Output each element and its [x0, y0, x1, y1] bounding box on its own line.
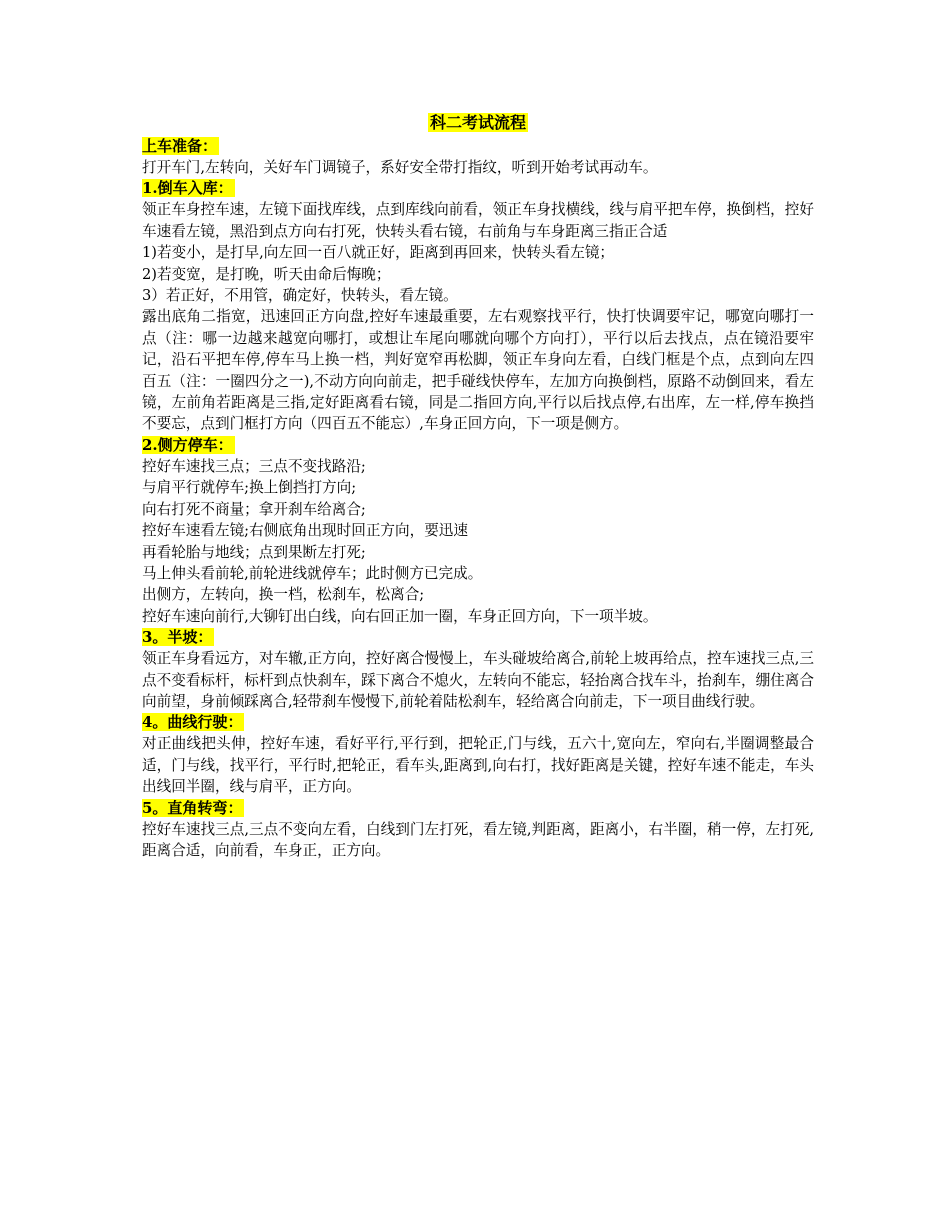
- section-paragraph: 1)若变小，是打早,向左回一百八就正好，距离到再回来，快转头看左镜；: [142, 244, 615, 262]
- section-paragraph: 控好车速向前行,大铆钉出白线，向右回正加一圈，车身正回方向，下一项半坡。: [142, 607, 658, 625]
- section-paragraph: 对正曲线把头伸，控好车速，看好平行,平行到，把轮正,门与线，五六十,宽向左，窄向右,半圈调整最合适，门与线，找平行，平行时,把轮正，看车头,距离到,向右打，找好距离是关键，控好车速不能走，车头出线回半圈，线与肩平，正方向。: [142, 735, 814, 796]
- section-heading: [142, 712, 814, 733]
- section-paragraph: 出侧方，左转向，换一档，松刹车，松离合;: [142, 586, 425, 604]
- section-paragraph: 马上伸头看前轮,前轮进线就停车；此时侧方已完成。: [142, 564, 483, 582]
- document-title-text: 科二考试流程: [429, 113, 526, 132]
- section: [142, 136, 814, 178]
- section-heading-text: 4。曲线行驶：: [142, 713, 243, 732]
- section: [142, 712, 814, 797]
- section-heading-text: 2.侧方停车：: [142, 435, 233, 454]
- section-paragraph: 领正车身看远方，对车辙,正方向，控好离合慢慢上，车头碰坡给离合,前轮上坡再给点，控车速找三点,三点不变看标杆，标杆到点快刹车，踩下离合不熄火，左转向不能忘，轻抬离合找车斗，抬刹车，绷住离合向前望，身前倾踩离合,轻带刹车慢慢下,前轮着陆松刹车，轻给离合向前走，下一项目曲线行驶。: [142, 650, 814, 710]
- section-paragraph: 控好车速找三点,三点不变向左看，白线到门左打死，看左镜,判距离，距离小，右半圈，稍一停，左打死,距离合适，向前看，车身正，正方向。: [142, 820, 814, 859]
- section-heading: [142, 627, 814, 648]
- section: [142, 435, 814, 627]
- document-title: [142, 112, 814, 134]
- section: [142, 798, 814, 862]
- section-heading: [142, 798, 814, 819]
- section-paragraph: 与肩平行就停车;换上倒挡打方向;: [142, 479, 357, 497]
- section: [142, 627, 814, 712]
- document-page: [142, 112, 814, 861]
- section-heading-text: 3。半坡：: [142, 628, 213, 647]
- section: [142, 178, 814, 434]
- section-paragraph: 向右打死不商量；拿开刹车给离合;: [142, 500, 366, 518]
- section-paragraph: 打开车门,左转向，关好车门调镜子，系好安全带打指纹，听到开始考试再动车。: [142, 159, 658, 176]
- section-heading: [142, 435, 814, 456]
- section-paragraph: 再看轮胎与地线；点到果断左打死;: [142, 543, 366, 561]
- section-heading-text: 上车准备：: [142, 137, 218, 155]
- sections-container: [142, 136, 814, 861]
- section-paragraph: 领正车身控车速，左镜下面找库线，点到库线向前看，领正车身找横线，线与肩平把车停，换倒档，控好车速看左镜，黑沿到点方向右打死，快转头看右镜，右前角与车身距离三指正合适: [142, 201, 814, 240]
- section-paragraph: 3）若正好，不用管，确定好，快转头，看左镜。: [142, 287, 458, 305]
- section-heading: [142, 136, 814, 157]
- section-paragraph: 2)若变宽，是打晚，听天由命后悔晚；: [142, 265, 391, 283]
- section-heading-text: 1.倒车入库：: [142, 179, 233, 198]
- section-paragraph: 露出底角二指宽，迅速回正方向盘,控好车速最重要，左右观察找平行，快打快调要牢记，哪宽向哪打一点（注：哪一边越来越宽向哪打，或想让车尾向哪就向哪个方向打），平行以后去找点，点在镜沿要牢记，沿石平把车停,停车马上换一档，判好宽窄再松脚，领正车身向左看，白线门框是个点，点到向左四百五（注：一圈四分之一),不动方向向前走，把手碰线快停车，左加方向换倒档，原路不动倒回来，看左镜，左前角若距离是三指,定好距离看右镜，同是二指回方向,平行以后找点停,右出库，左一样,停车换挡不要忘，点到门框打方向（四百五不能忘）,车身正回方向，下一项是侧方。: [142, 308, 814, 433]
- section-paragraph: 控好车速看左镜;右侧底角出现时回正方向，要迅速: [142, 522, 468, 540]
- section-paragraph: 控好车速找三点；三点不变找路沿;: [142, 457, 366, 475]
- section-heading-text: 5。直角转弯：: [142, 798, 243, 817]
- section-heading: [142, 178, 814, 199]
